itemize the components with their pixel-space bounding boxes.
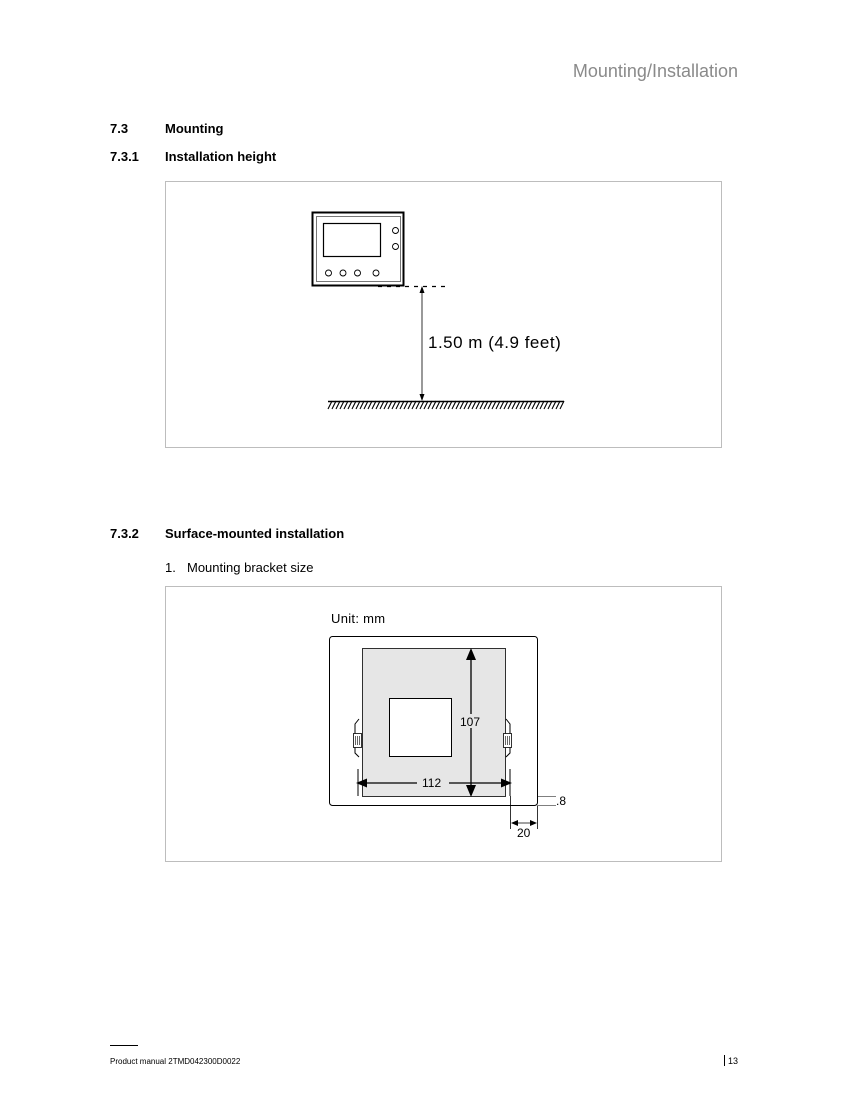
section-number-7-3-1: 7.3.1 [110, 149, 139, 164]
page-number-value: 13 [728, 1056, 739, 1066]
offset-dim-label: .8 [556, 794, 567, 808]
width-dim-label: 112 [422, 776, 442, 790]
section-number-7-3: 7.3 [110, 121, 129, 136]
floor-hatch [328, 401, 564, 409]
page-number-bar [724, 1055, 725, 1066]
section-number-7-3-2: 7.3.2 [110, 526, 139, 541]
section-title-surface-mounted: Surface-mounted installation [165, 526, 345, 541]
unit-label: Unit: mm [331, 611, 386, 626]
edge-dim-label: 20 [517, 826, 531, 840]
footer-rule [110, 1045, 138, 1046]
step-text: Mounting bracket size [187, 560, 314, 575]
running-header: Mounting/Installation [572, 61, 738, 81]
installation-height-diagram [166, 182, 721, 447]
offset-dim-value: 8 [559, 794, 567, 808]
height-dimension-arrow [420, 286, 425, 401]
step-number: 1. [165, 560, 176, 575]
step-item-1 [165, 560, 313, 575]
height-dim-label: 107 [460, 715, 481, 729]
section-title-mounting: Mounting [165, 121, 224, 136]
footer-manual-label: Product manual 2TMD042300D0022 [110, 1057, 241, 1066]
installation-height-figure [165, 181, 722, 448]
section-title-installation-height: Installation height [165, 149, 277, 164]
mounting-bracket-diagram [166, 587, 721, 861]
bracket-center-opening [390, 699, 452, 757]
page-number [724, 1055, 738, 1066]
mounting-bracket-figure [165, 586, 722, 862]
height-label: 1.50 m (4.9 feet) [428, 333, 562, 352]
thermostat-device-drawing [313, 213, 404, 286]
offset-dimension-8 [537, 797, 556, 806]
